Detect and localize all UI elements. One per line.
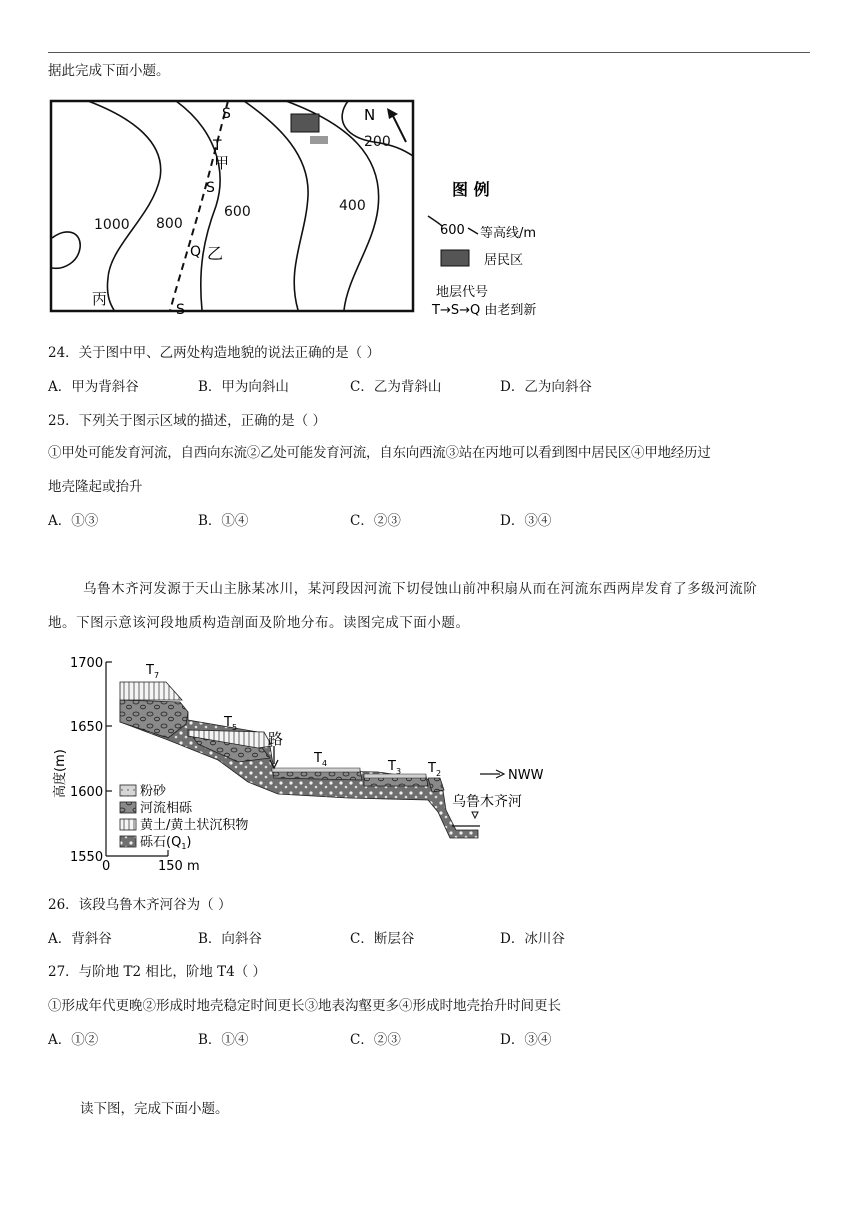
q26-option-b[interactable]: B．向斜谷 (198, 931, 262, 947)
contour-line-1000 (88, 101, 161, 310)
stratum-boundary-line (170, 101, 228, 311)
north-arrow-head-icon (387, 108, 398, 119)
road-label: 路 (268, 730, 284, 748)
place-yi: 乙 (207, 244, 224, 263)
q25-option-d[interactable]: D．③④ (500, 513, 552, 529)
direction-label: NWW (508, 768, 544, 783)
x-zero: 0 (102, 859, 111, 872)
legend-silt-swatch (120, 785, 136, 796)
legend-gravel-label: 砾石$(Q_1)$ (140, 835, 192, 851)
q26-option-c[interactable]: C．断层谷 (350, 931, 415, 947)
contour-map-figure (48, 98, 588, 324)
legend-fluvial-gravel-swatch (120, 802, 136, 813)
intro3-text: 读下图，完成下面小题。 (80, 1101, 229, 1117)
ytick-1650: 1650 (70, 720, 104, 735)
q24-option-a[interactable]: A．甲为背斜谷 (48, 379, 139, 395)
legend-loess-swatch (120, 819, 136, 830)
q24-stem: 24．关于图中甲、乙两处构造地貌的说法正确的是（ ） (48, 345, 380, 361)
legend-residential-label: 居民区 (484, 253, 524, 268)
legend-contour-sample: 600 (440, 223, 465, 238)
ytick-1700: 1700 (70, 656, 104, 671)
legend-residential-swatch (441, 250, 469, 266)
place-jia: 甲 (214, 154, 230, 172)
residential-area-2 (310, 136, 328, 144)
north-arrow-icon (392, 114, 406, 142)
legend-title: 图 例 (452, 180, 490, 199)
place-bing: 丙 (92, 290, 108, 308)
q27-statement-line1: ①形成年代更晚②形成时地壳稳定时间更长③地表沟壑更多④形成时地壳抬升时间更长 (48, 998, 561, 1014)
contour-label-800: 800 (156, 216, 183, 232)
contour-label-400: 400 (339, 198, 366, 214)
ytick-1600: 1600 (70, 785, 104, 800)
terrace-label-t3: $T_3$ (388, 759, 402, 776)
legend-stratum-seq: T→S→Q 由老到新 (432, 303, 537, 318)
header-rule (48, 52, 810, 53)
q27-option-a[interactable]: A．①② (48, 1032, 99, 1048)
legend-stratum-title: 地层代号 (436, 285, 489, 300)
y-axis-label: 高度(m) (53, 749, 68, 798)
legend-fluvial-gravel-label: 河流相砾 (140, 801, 193, 816)
legend-gravel-swatch (120, 836, 136, 847)
q25-stem: 25．下列关于图示区域的描述，正确的是（ ） (48, 413, 326, 429)
q25-option-b[interactable]: B．①④ (198, 513, 249, 529)
stratum-code-s-bottom: S (176, 302, 185, 318)
intro-text: 据此完成下面小题。 (48, 63, 170, 79)
contour-label-600: 600 (224, 204, 251, 220)
stratum-code-q: Q (190, 244, 202, 260)
contour-label-1000: 1000 (94, 217, 130, 233)
q26-stem: 26．该段乌鲁木齐河谷为（ ） (48, 897, 232, 913)
passage2-line2: 地。下图示意该河段地质构造剖面及阶地分布。读图完成下面小题。 (48, 615, 470, 631)
contour-line-800 (176, 101, 220, 310)
legend-contour-label: 等高线/m (480, 226, 537, 241)
stratum-code-t: T (213, 138, 222, 154)
contour-line-1000-inner (52, 232, 80, 268)
stratum-code-s-mid: S (206, 180, 215, 196)
terrace-label-t5: $T_5$ (224, 715, 238, 732)
terrace-t4-silt (272, 768, 360, 772)
q24-option-c[interactable]: C．乙为背斜山 (350, 379, 442, 395)
terrace-label-t2: $T_2$ (428, 761, 442, 778)
legend-silt-label: 粉砂 (140, 784, 167, 799)
residential-area-1 (291, 114, 319, 132)
q24-option-b[interactable]: B．甲为向斜山 (198, 379, 289, 395)
terrace-label-t4: $T_4$ (314, 751, 328, 768)
north-label: N (364, 106, 376, 124)
q27-option-d[interactable]: D．③④ (500, 1032, 552, 1048)
legend-loess-label: 黄土/黄土状沉积物 (140, 818, 249, 833)
terrace-profile-figure (48, 650, 548, 872)
ytick-1550: 1550 (70, 850, 104, 865)
q24-option-d[interactable]: D．乙为向斜谷 (500, 379, 592, 395)
q26-option-a[interactable]: A．背斜谷 (48, 931, 112, 947)
terrace-label-t7: $T_7$ (146, 663, 160, 680)
river-label: 乌鲁木齐河 (452, 794, 522, 810)
scale-bar-label: 150 m (158, 859, 200, 872)
q26-option-d[interactable]: D．冰川谷 (500, 931, 565, 947)
q27-option-c[interactable]: C．②③ (350, 1032, 401, 1048)
contour-label-200: 200 (364, 134, 391, 150)
q25-statement-line1: ①甲处可能发育河流，自西向东流②乙处可能发育河流，自东向西流③站在丙地可以看到图中居民区④甲地经历过 (48, 445, 711, 461)
stratum-code-s-top: S (222, 106, 231, 122)
q27-option-b[interactable]: B．①④ (198, 1032, 249, 1048)
terrace-t7-loess (120, 682, 182, 700)
passage2-line1: 乌鲁木齐河发源于天山主脉某冰川，某河段因河流下切侵蚀山前冲积扇从而在河流东西两岸发育了多级河流阶 (83, 581, 758, 597)
q25-option-c[interactable]: C．②③ (350, 513, 401, 529)
q27-stem: 27．与阶地 T2 相比，阶地 T4（ ） (48, 964, 267, 980)
water-level-icon (472, 812, 478, 818)
q25-option-a[interactable]: A．①③ (48, 513, 99, 529)
q25-statement-line2: 地壳隆起或抬升 (48, 479, 143, 495)
